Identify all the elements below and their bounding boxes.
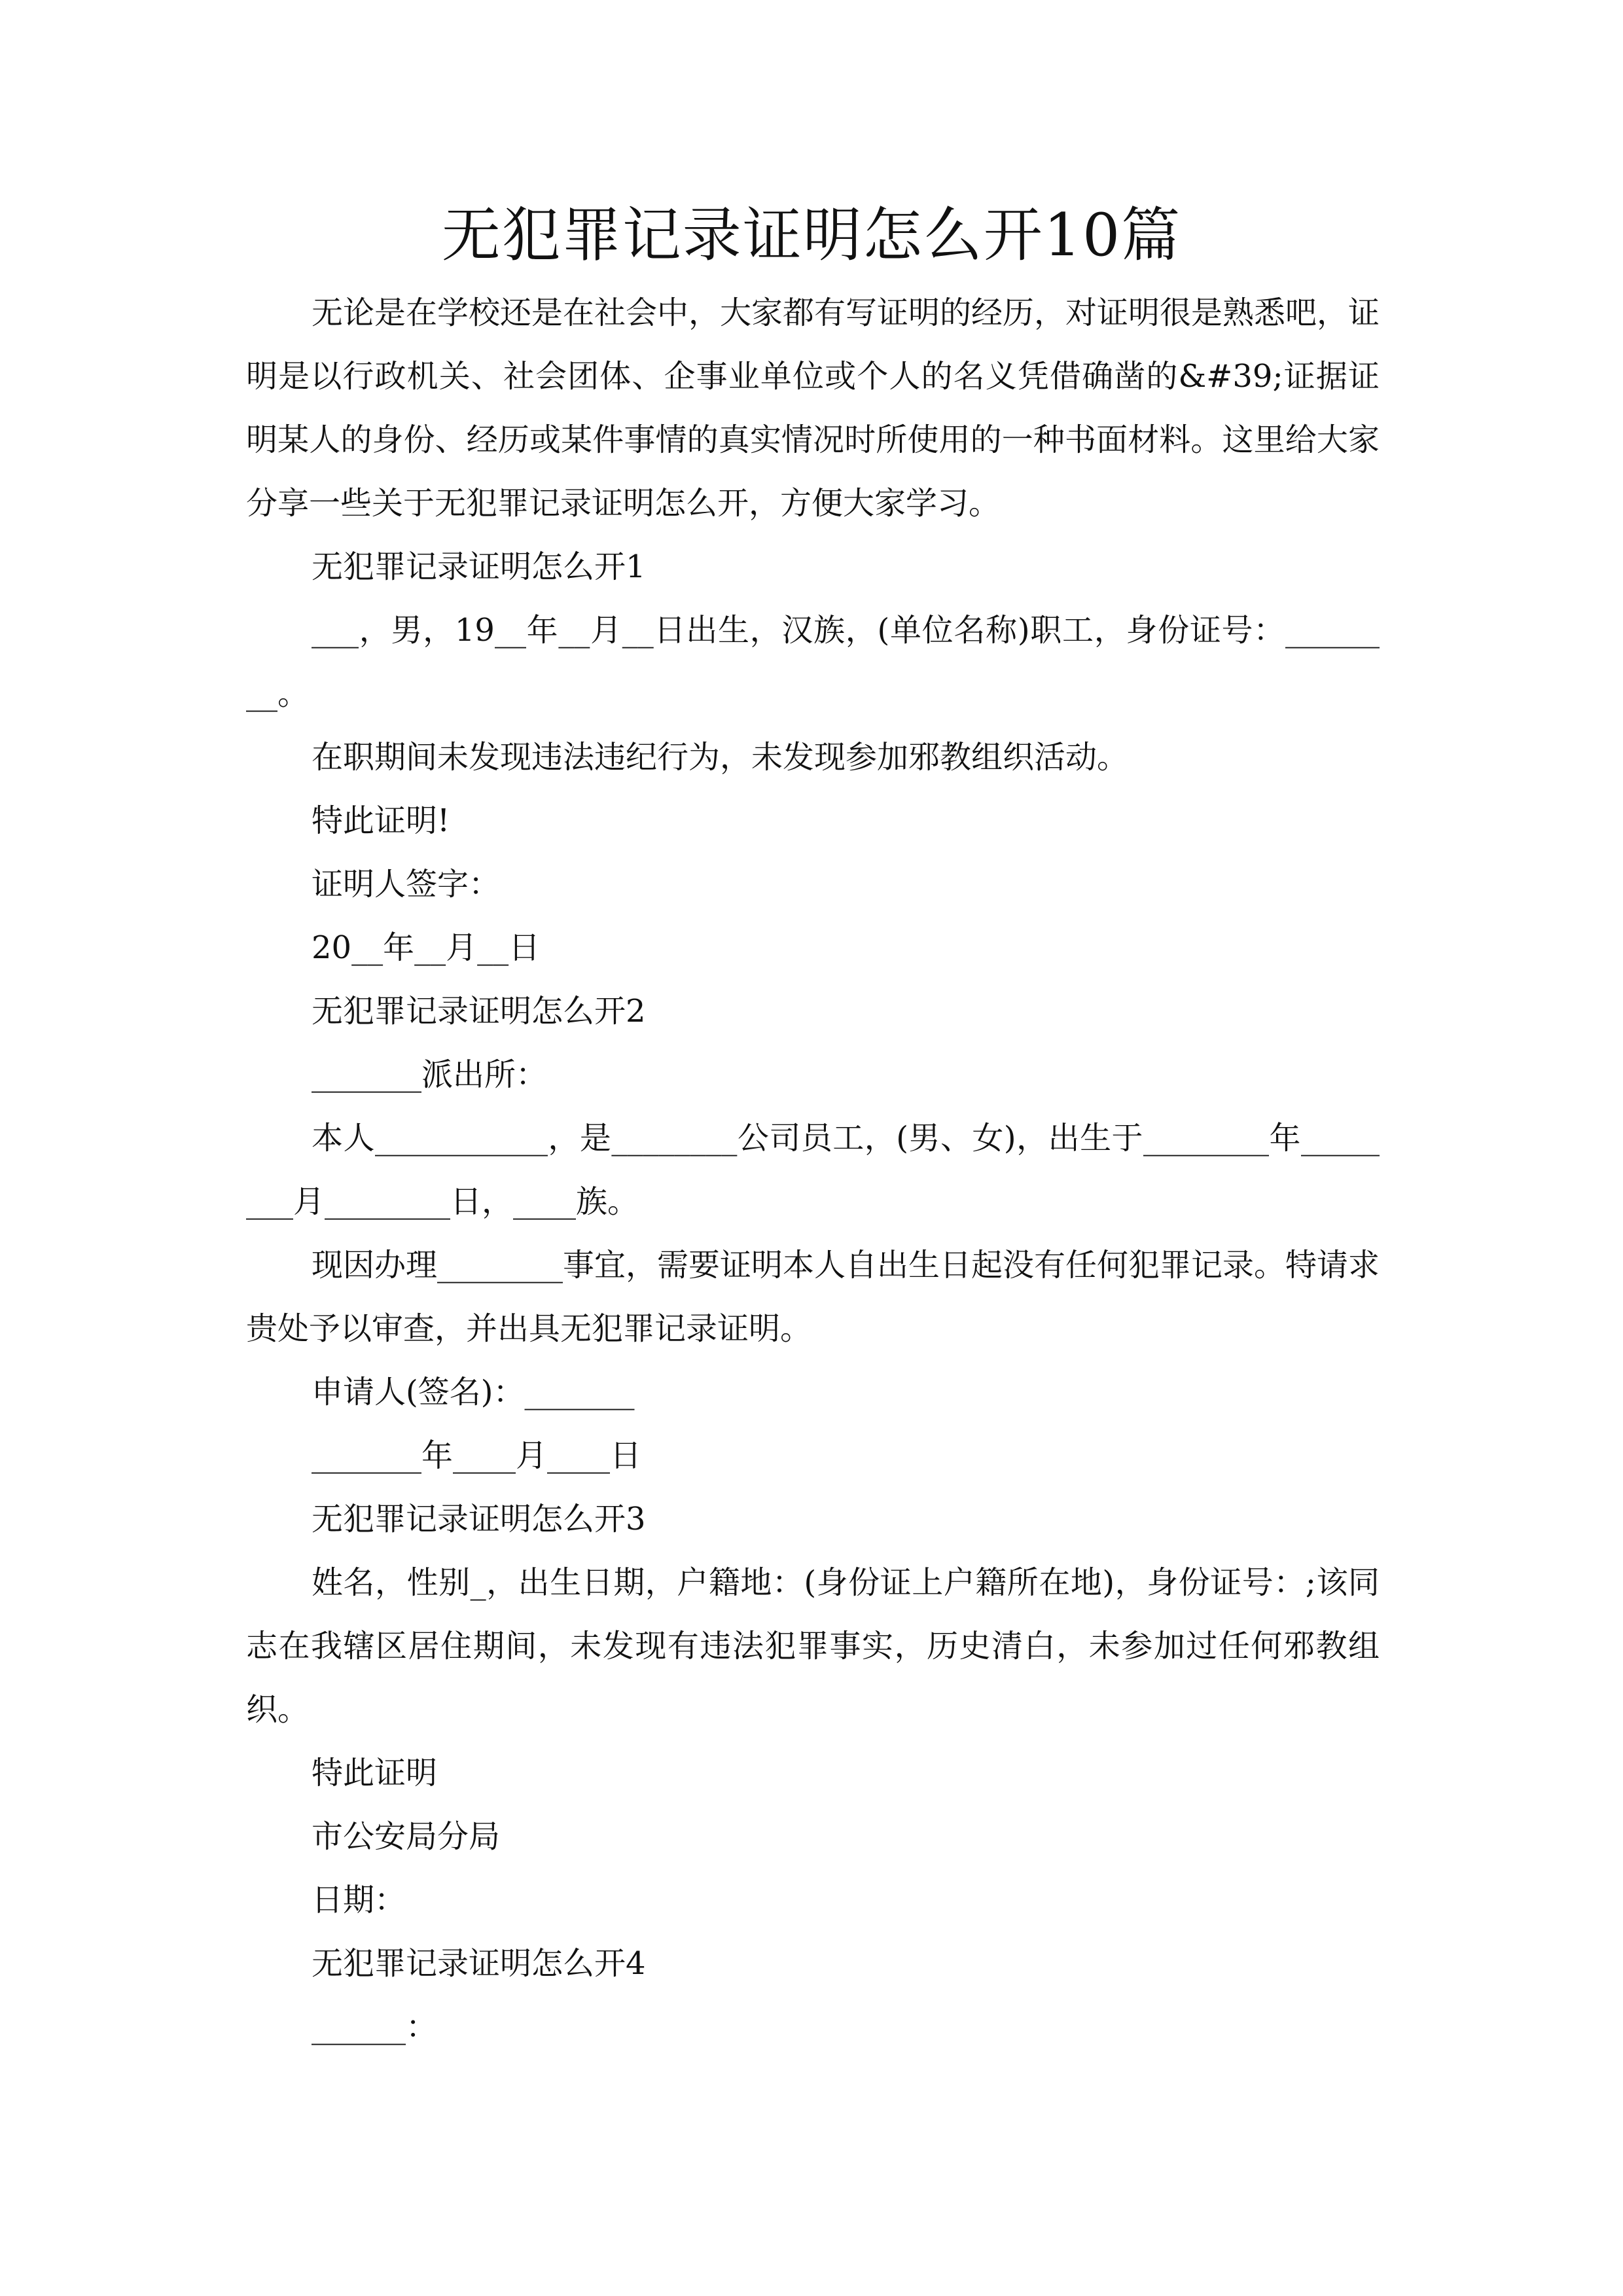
date-line: 20__年__月__日 — [312, 929, 541, 966]
form-line: 现因办理________事宜，需要证明本人自出生日起没有任何犯罪记录。特请求贵处予以审查，并出具无犯罪记录证明。 — [246, 1247, 1380, 1347]
section-heading-2: 无犯罪记录证明怎么开2 — [312, 993, 646, 1030]
intro-paragraph: 无论是在学校还是在社会中，大家都有写证明的经历，对证明很是熟悉吧，证明是以行政机关、社会团体、企事业单位或个人的名义凭借确凿的&#39;证据证明某人的身份、经历或某件事情的真实情况时所使用的一种书面材料。这里给大家分享一些关于无犯罪记录证明怎么开，方便大家学习。 — [246, 295, 1380, 522]
form-line: 本人___________，是________公司员工，(男、女)，出生于________年________月________日，____族。 — [246, 1120, 1380, 1220]
section-heading-3: 无犯罪记录证明怎么开3 — [312, 1501, 646, 1537]
section-heading-1: 无犯罪记录证明怎么开1 — [312, 548, 646, 585]
document-title: 无犯罪记录证明怎么开10篇 — [441, 201, 1182, 270]
section-heading-4: 无犯罪记录证明怎么开4 — [312, 1945, 646, 1982]
form-line: 在职期间未发现违法违纪行为，未发现参加邪教组织活动。 — [312, 739, 1129, 776]
form-line: ______： — [312, 2009, 438, 2045]
signature-line: 申请人(签名)：_______ — [312, 1374, 635, 1410]
form-line: 特此证明! — [312, 802, 450, 839]
document-body — [246, 281, 1380, 2059]
date-line: 日期： — [312, 1882, 406, 1918]
form-line: _______派出所： — [312, 1056, 548, 1093]
signature-line: 证明人签字： — [312, 866, 501, 903]
issuer-line: 市公安局分局 — [312, 1818, 501, 1855]
form-line: 特此证明 — [312, 1755, 438, 1791]
date-line: _______年____月____日 — [312, 1437, 642, 1474]
form-line: ___，男，19__年__月__日出生，汉族，(单位名称)职工，身份证号：________。 — [246, 612, 1380, 712]
form-line: 姓名，性别_，出生日期，户籍地：(身份证上户籍所在地)，身份证号：;该同志在我辖区居住期间，未发现有违法犯罪事实，历史清白，未参加过任何邪教组织。 — [246, 1564, 1380, 1728]
